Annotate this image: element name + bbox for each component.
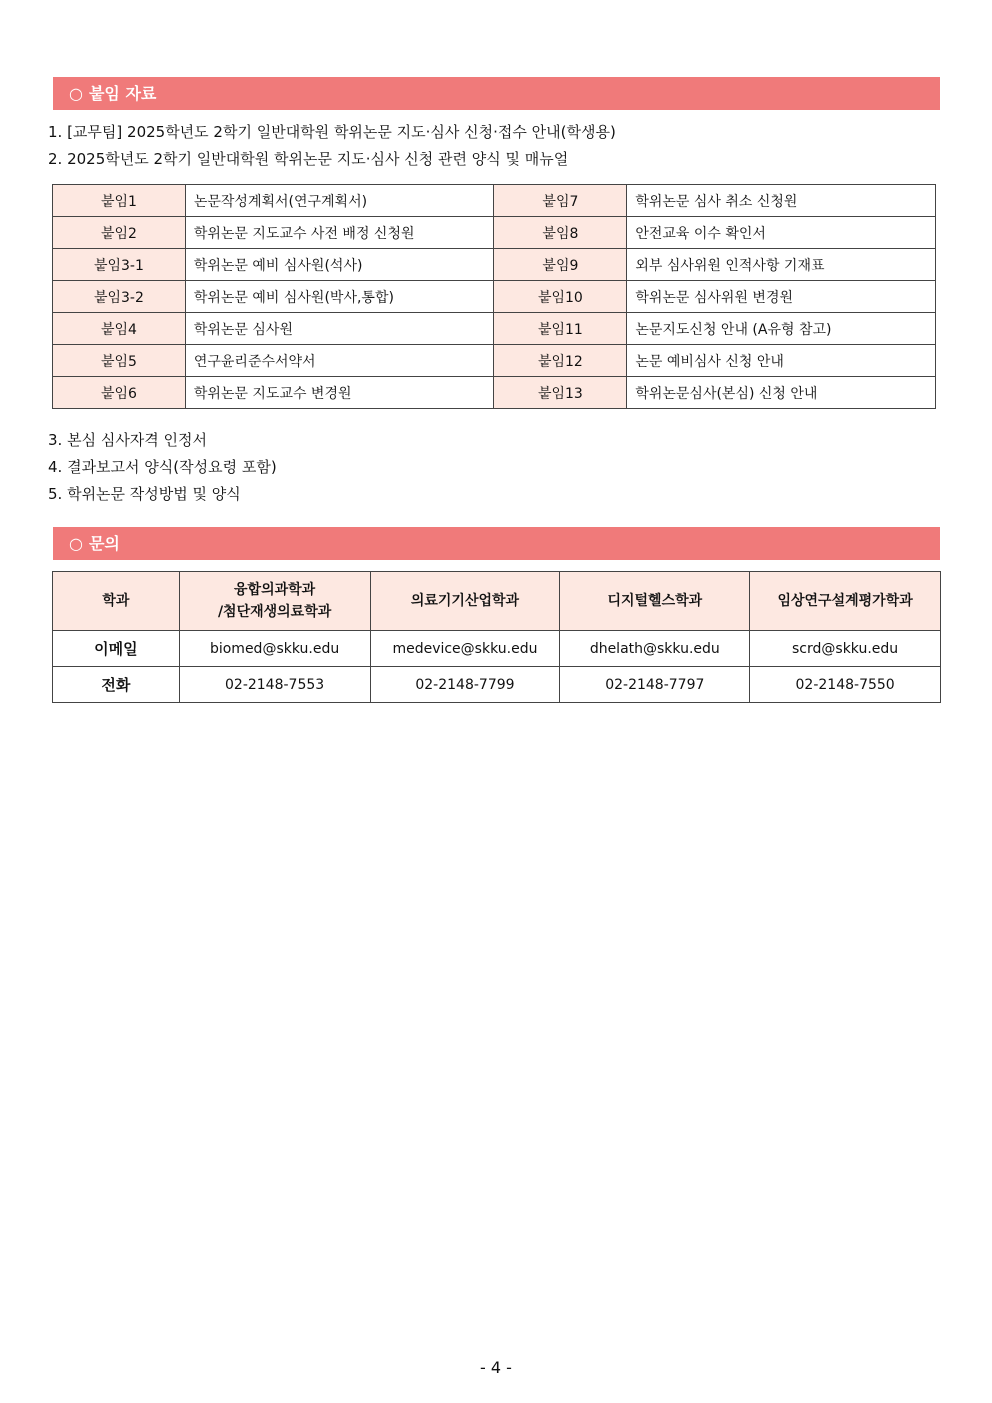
circle-icon: ○ <box>69 534 83 553</box>
table-row <box>53 667 941 703</box>
attachment-title: 학위논문 예비 심사원(석사) <box>185 249 494 281</box>
dept-header-label: 학과 <box>53 572 180 631</box>
dept-name-line: /첨단재생의료학과 <box>217 604 332 620</box>
list-item: 4. 결과보고서 양식(작성요령 포함) <box>48 458 277 476</box>
attachment-number: 붙임9 <box>494 249 627 281</box>
dept-name-line: 융합의과학과 <box>234 582 316 598</box>
table-row <box>53 249 936 281</box>
circle-icon: ○ <box>69 84 83 103</box>
dept-name <box>179 572 370 631</box>
attachments-header <box>53 77 940 110</box>
table-row <box>53 185 936 217</box>
attachment-title: 외부 심사위원 인적사항 기재표 <box>627 249 936 281</box>
phone-label: 전화 <box>53 667 180 703</box>
attachment-number: 붙임7 <box>494 185 627 217</box>
attachment-number: 붙임3-1 <box>53 249 186 281</box>
attachment-number: 붙임3-2 <box>53 281 186 313</box>
attachment-title: 학위논문 심사원 <box>185 313 494 345</box>
table-row <box>53 631 941 667</box>
phone-value: 02-2148-7553 <box>179 667 370 703</box>
attachment-number: 붙임2 <box>53 217 186 249</box>
attachment-number: 붙임5 <box>53 345 186 377</box>
table-row <box>53 313 936 345</box>
attachment-title: 안전교육 이수 확인서 <box>627 217 936 249</box>
attachment-title: 학위논문 지도교수 사전 배정 신청원 <box>185 217 494 249</box>
table-row <box>53 377 936 409</box>
attachment-title: 학위논문 예비 심사원(박사,통합) <box>185 281 494 313</box>
attachment-title: 논문 예비심사 신청 안내 <box>627 345 936 377</box>
attachment-number: 붙임11 <box>494 313 627 345</box>
dept-name: 임상연구설계평가학과 <box>750 572 941 631</box>
list-item: 2. 2025학년도 2학기 일반대학원 학위논문 지도·심사 신청 관련 양식 및 매뉴얼 <box>48 150 569 168</box>
attachment-title: 학위논문 심사위원 변경원 <box>627 281 936 313</box>
table-header-row <box>53 572 941 631</box>
attachment-title: 학위논문 심사 취소 신청원 <box>627 185 936 217</box>
attachment-title: 연구윤리준수서약서 <box>185 345 494 377</box>
attachment-number: 붙임8 <box>494 217 627 249</box>
contact-title: 문의 <box>88 534 120 553</box>
email-value: dhelath@skku.edu <box>560 631 750 667</box>
email-value: medevice@skku.edu <box>370 631 560 667</box>
attachment-title: 논문지도신청 안내 (A유형 참고) <box>627 313 936 345</box>
email-value: scrd@skku.edu <box>750 631 941 667</box>
list-item: 1. [교무팀] 2025학년도 2학기 일반대학원 학위논문 지도·심사 신청·접수 안내(학생용) <box>48 123 616 141</box>
attachment-number: 붙임4 <box>53 313 186 345</box>
table-row <box>53 281 936 313</box>
email-label: 이메일 <box>53 631 180 667</box>
attachments-table <box>52 184 936 409</box>
phone-value: 02-2148-7550 <box>750 667 941 703</box>
attachment-number: 붙임12 <box>494 345 627 377</box>
attachments-title: 붙임 자료 <box>88 84 157 103</box>
contact-header <box>53 527 940 560</box>
email-value: biomed@skku.edu <box>179 631 370 667</box>
attachment-number: 붙임13 <box>494 377 627 409</box>
page-number: - 4 - <box>480 1358 512 1377</box>
phone-value: 02-2148-7799 <box>370 667 560 703</box>
attachment-title: 학위논문심사(본심) 신청 안내 <box>627 377 936 409</box>
contact-table <box>52 571 941 703</box>
phone-value: 02-2148-7797 <box>560 667 750 703</box>
attachment-title: 논문작성계획서(연구계획서) <box>185 185 494 217</box>
table-row <box>53 217 936 249</box>
list-item: 5. 학위논문 작성방법 및 양식 <box>48 485 241 503</box>
list-item: 3. 본심 심사자격 인정서 <box>48 431 208 449</box>
dept-name: 의료기기산업학과 <box>370 572 560 631</box>
attachment-title: 학위논문 지도교수 변경원 <box>185 377 494 409</box>
dept-name: 디지털헬스학과 <box>560 572 750 631</box>
attachment-number: 붙임1 <box>53 185 186 217</box>
attachment-number: 붙임10 <box>494 281 627 313</box>
attachment-number: 붙임6 <box>53 377 186 409</box>
table-row <box>53 345 936 377</box>
